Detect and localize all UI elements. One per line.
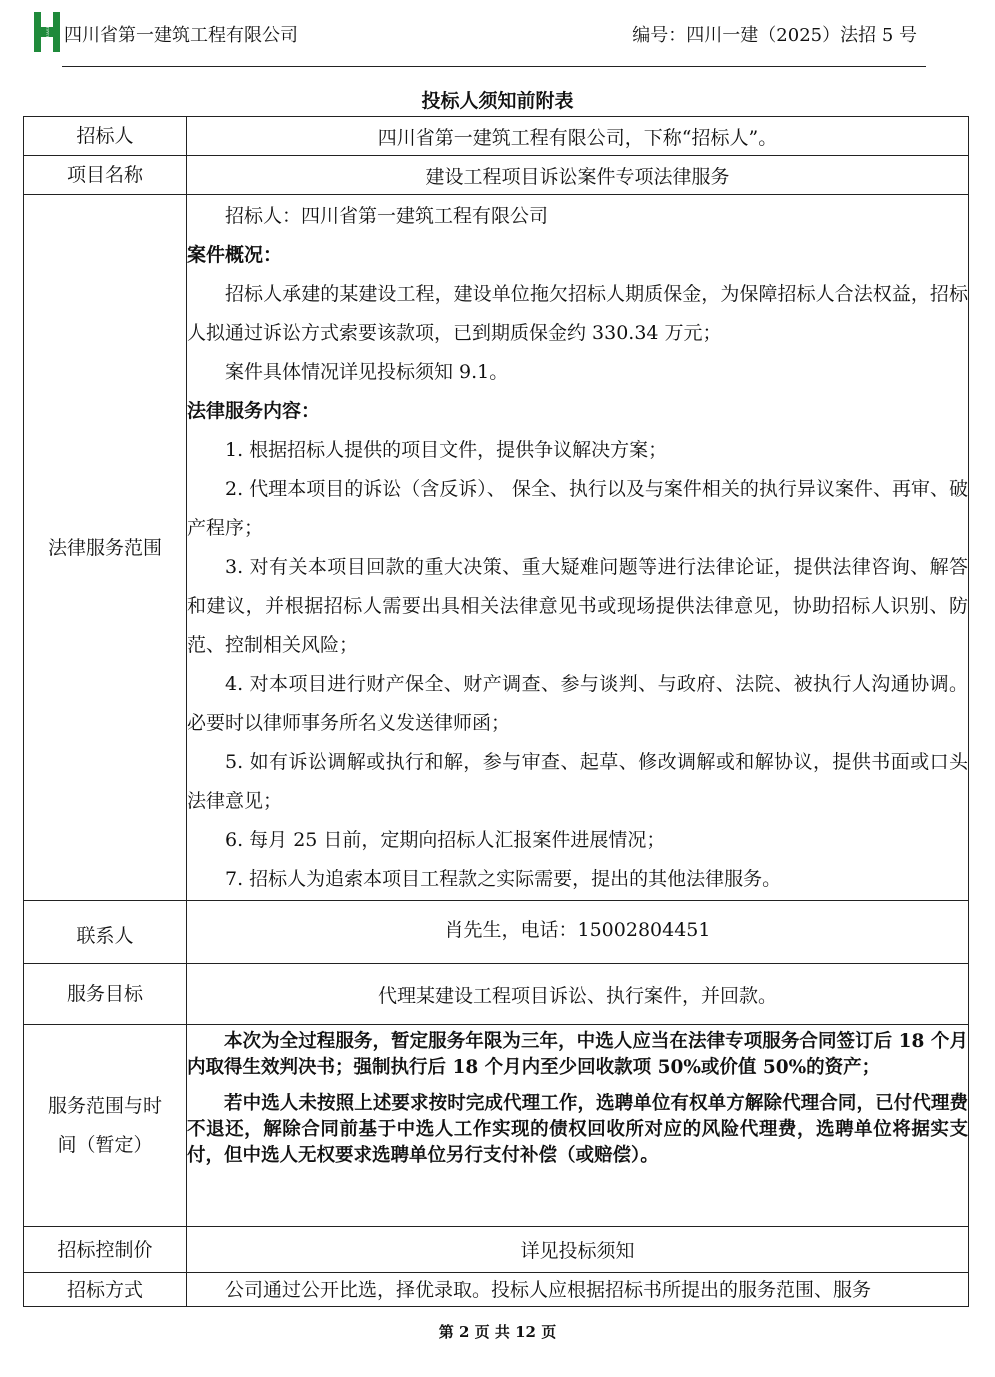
- service-heading: 法律服务内容：: [187, 399, 321, 422]
- value-method: [187, 1273, 969, 1307]
- period-paragraph-1: 本次为全过程服务，暂定服务年限为三年，中选人应当在法律专项服务合同签订后 18 个月内取得生效判决书；强制执行后 18 个月内至少回收款项 50%或价值 50%的资产；: [187, 1031, 968, 1078]
- label-method: 招标方式: [24, 1273, 187, 1307]
- page-number: 第 2 页 共 12 页: [438, 1323, 557, 1341]
- label-price: 招标控制价: [24, 1227, 187, 1273]
- document-number: 编号：四川一建（2025）法招 5 号: [632, 25, 917, 46]
- row-price: [24, 1227, 969, 1273]
- value-project: 建设工程项目诉讼案件专项法律服务: [187, 156, 969, 195]
- value-tenderer: 四川省第一建筑工程有限公司，下称“招标人”。: [187, 117, 969, 156]
- row-goal: [24, 964, 969, 1025]
- label-project: 项目名称: [24, 156, 187, 195]
- label-period-line1: 服务范围与时: [47, 1094, 162, 1117]
- service-item: 4. 对本项目进行财产保全、财产调查、参与谈判、与政府、法院、被执行人沟通协调。必要时以律师事务所名义发送律师函；: [187, 672, 968, 734]
- method-text: 公司通过公开比选，择优录取。投标人应根据招标书所提出的服务范围、服务: [225, 1278, 872, 1301]
- row-contact: [24, 901, 969, 964]
- value-period: [187, 1025, 969, 1227]
- row-tenderer: [24, 117, 969, 156]
- label-goal: 服务目标: [24, 964, 187, 1025]
- row-period: [24, 1025, 969, 1227]
- page-header: [0, 0, 995, 70]
- row-project: [24, 156, 969, 195]
- value-price: 详见投标须知: [187, 1227, 969, 1273]
- label-contact: 联系人: [24, 901, 187, 964]
- case-text: 招标人承建的某建设工程，建设单位拖欠招标人期质保金，为保障招标人合法权益，招标人拟通过诉讼方式索要该款项，已到期质保金约 330.34 万元；: [187, 282, 968, 344]
- label-scope: 法律服务范围: [24, 195, 187, 901]
- svg-text:HUASHI: HUASHI: [45, 23, 50, 41]
- label-period-line2: 间（暂定）: [57, 1133, 153, 1156]
- case-heading: 案件概况：: [187, 243, 283, 266]
- service-item: 6. 每月 25 日前，定期向招标人汇报案件进展情况；: [225, 828, 666, 851]
- period-paragraph-2: 若中选人未按照上述要求按时完成代理工作，选聘单位有权单方解除代理合同，已付代理费不退还，解除合同前基于中选人工作实现的债权回收所对应的风险代理费，选聘单位将据实支付，但中选人无权要求选聘单位另行支付补偿（或赔偿）。: [187, 1093, 968, 1166]
- bidder-instructions-table: [23, 116, 969, 1307]
- value-scope: [187, 195, 969, 901]
- value-goal: 代理某建设工程项目诉讼、执行案件，并回款。: [187, 964, 969, 1025]
- label-tenderer: 招标人: [24, 117, 187, 156]
- scope-tenderer-line: 招标人：四川省第一建筑工程有限公司: [225, 204, 549, 227]
- company-name: 四川省第一建筑工程有限公司: [64, 25, 298, 46]
- company-logo: [34, 12, 60, 52]
- service-item: 7. 招标人为追索本项目工程款之实际需要，提出的其他法律服务。: [225, 867, 782, 890]
- header-divider: [62, 66, 926, 67]
- row-scope: [24, 195, 969, 901]
- value-contact: 肖先生，电话：15002804451: [187, 901, 969, 964]
- service-item: 1. 根据招标人提供的项目文件，提供争议解决方案；: [225, 438, 668, 461]
- case-reference: 案件具体情况详见投标须知 9.1。: [225, 360, 509, 383]
- page-title: 投标人须知前附表: [421, 90, 574, 112]
- label-period: [24, 1025, 187, 1227]
- service-item: 3. 对有关本项目回款的重大决策、重大疑难问题等进行法律论证，提供法律咨询、解答和建议，并根据招标人需要出具相关法律意见书或现场提供法律意见，协助招标人识别、防范、控制相关风险；: [187, 555, 968, 656]
- service-item: 2. 代理本项目的诉讼（含反诉）、 保全、执行以及与案件相关的执行异议案件、再审、破产程序；: [187, 477, 968, 539]
- service-item: 5. 如有诉讼调解或执行和解，参与审查、起草、修改调解或和解协议，提供书面或口头法律意见；: [187, 750, 968, 812]
- row-method: [24, 1273, 969, 1307]
